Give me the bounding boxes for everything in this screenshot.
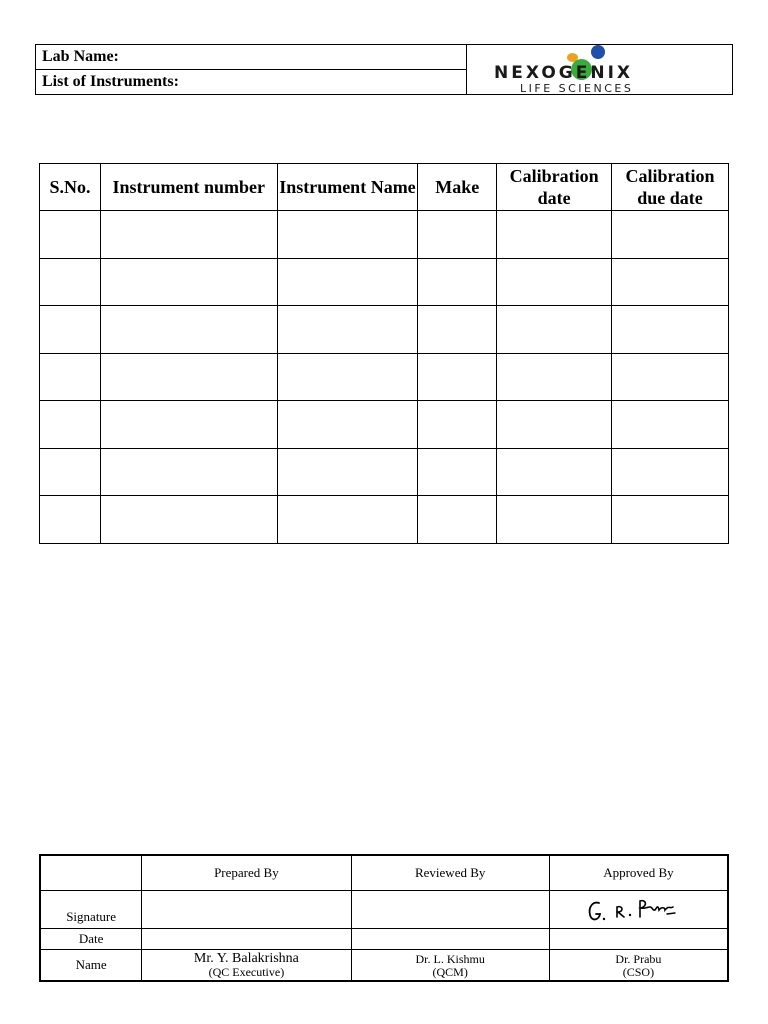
table-cell [100, 306, 277, 354]
table-row [40, 258, 729, 306]
table-cell [277, 353, 418, 401]
table-cell [612, 401, 729, 449]
table-row [40, 401, 729, 449]
table-cell [612, 448, 729, 496]
column-header-instrument-name: Instrument Name [277, 164, 418, 211]
signature-row [40, 891, 728, 929]
table-cell [100, 448, 277, 496]
logo-cell [467, 45, 733, 95]
table-cell [497, 211, 612, 259]
signature-row-label: Signature [40, 891, 142, 929]
table-cell [40, 306, 101, 354]
prepared-by-name: Mr. Y. Balakrishna [193, 950, 299, 966]
table-cell [40, 496, 101, 544]
table-row [40, 448, 729, 496]
table-cell [40, 448, 101, 496]
table-cell [497, 448, 612, 496]
table-cell [497, 258, 612, 306]
approved-by-name: Dr. Prabu [615, 951, 662, 966]
approved-by-role: (CSO) [622, 964, 655, 979]
table-cell [612, 353, 729, 401]
column-header-make: Make [418, 164, 497, 211]
date-row [40, 929, 728, 950]
table-cell [497, 306, 612, 354]
reviewed-by-role: (QCM) [432, 964, 468, 979]
name-row-label: Name [40, 950, 142, 982]
company-logo [467, 45, 732, 95]
lab-name-label: Lab Name: [36, 45, 467, 70]
handwritten-signature-icon [583, 895, 693, 925]
name-row [40, 950, 728, 982]
approved-by-header: Approved By [549, 855, 728, 891]
column-header-calibration-due-date: Calibration due date [612, 164, 729, 211]
approved-by-name-cell [549, 950, 728, 982]
table-cell [612, 211, 729, 259]
table-row [40, 496, 729, 544]
table-cell [612, 306, 729, 354]
table-row [40, 306, 729, 354]
reviewed-by-date-cell [351, 929, 549, 950]
prepared-by-signature-cell [142, 891, 351, 929]
prepared-by-header: Prepared By [142, 855, 351, 891]
table-cell [277, 211, 418, 259]
table-row [40, 211, 729, 259]
logo-tagline: LIFE SCIENCES [520, 82, 634, 95]
reviewed-by-signature-cell [351, 891, 549, 929]
signoff-table [39, 854, 729, 982]
list-of-instruments-label: List of Instruments: [36, 70, 467, 95]
table-cell [612, 258, 729, 306]
logo-wordmark: NEXOGENIX [494, 63, 634, 83]
table-cell [277, 258, 418, 306]
table-cell [40, 401, 101, 449]
approved-by-date-cell [549, 929, 728, 950]
table-cell [497, 353, 612, 401]
table-cell [418, 496, 497, 544]
signoff-header-row [40, 855, 728, 891]
table-cell [497, 496, 612, 544]
table-cell [100, 211, 277, 259]
header-box [35, 44, 733, 95]
table-cell [418, 258, 497, 306]
date-row-label: Date [40, 929, 142, 950]
table-cell [497, 401, 612, 449]
table-cell [418, 211, 497, 259]
table-cell [277, 496, 418, 544]
table-cell [40, 211, 101, 259]
table-cell [100, 353, 277, 401]
table-cell [418, 353, 497, 401]
table-row [40, 353, 729, 401]
column-header-instrument-number: Instrument number [100, 164, 277, 211]
signoff-corner-cell [40, 855, 142, 891]
logo-blue-dot-icon [591, 45, 605, 59]
table-cell [277, 448, 418, 496]
instruments-table [39, 163, 729, 544]
approved-by-signature-cell [549, 891, 728, 929]
table-cell [40, 258, 101, 306]
reviewed-by-name: Dr. L. Kishmu [415, 951, 485, 966]
prepared-by-date-cell [142, 929, 351, 950]
table-header-row [40, 164, 729, 211]
table-cell [418, 448, 497, 496]
table-cell [100, 258, 277, 306]
instruments-table-body [40, 211, 729, 544]
table-cell [277, 401, 418, 449]
table-cell [100, 496, 277, 544]
table-cell [40, 353, 101, 401]
table-cell [277, 306, 418, 354]
reviewed-by-header: Reviewed By [351, 855, 549, 891]
prepared-by-role: (QC Executive) [208, 964, 285, 979]
column-header-sno: S.No. [40, 164, 101, 211]
reviewed-by-name-cell [351, 950, 549, 982]
prepared-by-name-cell [142, 950, 351, 982]
table-cell [612, 496, 729, 544]
table-cell [418, 306, 497, 354]
table-cell [100, 401, 277, 449]
column-header-calibration-date: Calibration date [497, 164, 612, 211]
table-cell [418, 401, 497, 449]
